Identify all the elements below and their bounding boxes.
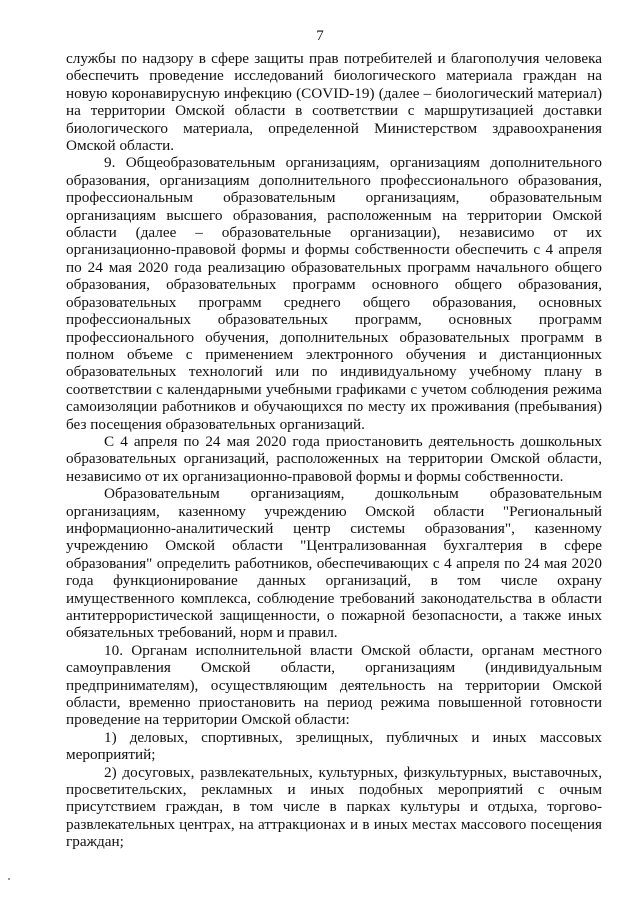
- paragraph-item-9: 9. Общеобразовательным организациям, организациям дополнительного образования, организациям дополнительного профессионального образования, профессиональным образовательным организациям, образовательным организациям высшего образования, расположенным на территории Омской области (далее – образовательные организации), независимо от их организационно-правовой формы и формы собственности обеспечить с 4 апреля по 24 мая 2020 года реализацию образовательных программ начального общего образования, образовательных программ основного общего образования, образовательных программ среднего общего образования, основных профессиональных образовательных программ, основных программ профессионального обучения, дополнительных образовательных программ в полном объеме с применением электронного обучения и дистанционных образовательных технологий или по индивидуальному учебному плану в соответствии с календарными учебными графиками с учетом соблюдения режима самоизоляции работников и обучающихся по месту их проживания (пребывания) без посещения образовательных организаций.: [66, 154, 602, 433]
- paragraph-item-10: 10. Органам исполнительной власти Омской области, органам местного самоуправления Омской области, организациям (индивидуальным предпринимателям), осуществляющим деятельность на территории Омской области, временно приостановить на период режима повышенной готовности проведение на территории Омской области:: [66, 641, 602, 729]
- paragraph-subitem-2: 2) досуговых, развлекательных, культурных, физкультурных, выставочных, просветительских, рекламных и иных подобных мероприятий с очным присутствием граждан, в том числе в парках культуры и отдыха, торгово-развлекательных центрах, на аттракционах и в иных местах массового посещения граждан;: [66, 763, 602, 851]
- paragraph-subitem-1: 1) деловых, спортивных, зрелищных, публичных и иных массовых мероприятий;: [66, 728, 602, 764]
- document-body: [66, 50, 602, 851]
- scan-artifact: [8, 878, 10, 880]
- paragraph-continuation: службы по надзору в сфере защиты прав потребителей и благополучия человека обеспечить проведение исследований биологического материала граждан на новую коронавирусную инфекцию (COVID-19) (далее – биологический материал) на территории Омской области в соответствии с маршрутизацией доставки биологического материала, определенной Министерством здравоохранения Омской области.: [66, 50, 602, 155]
- paragraph-preschool: С 4 апреля по 24 мая 2020 года приостановить деятельность дошкольных образовательных организаций, расположенных на территории Омской области, независимо от их организационно-правовой формы и формы собственности.: [66, 432, 602, 485]
- page-number: 7: [316, 28, 324, 44]
- paragraph-workers: Образовательным организациям, дошкольным образовательным организациям, казенному учреждению Омской области "Региональный информационно-аналитический центр системы образования", казенному учреждению Омской области "Централизованная бухгалтерия в сфере образования" определить работников, обеспечивающих с 4 апреля по 24 мая 2020 года функционирование данных организаций, в том числе охрану имущественного комплекса, соблюдение требований законодательства в области антитеррористической защищенности, о пожарной безопасности, а также иных обязательных требований, норм и правил.: [66, 485, 602, 642]
